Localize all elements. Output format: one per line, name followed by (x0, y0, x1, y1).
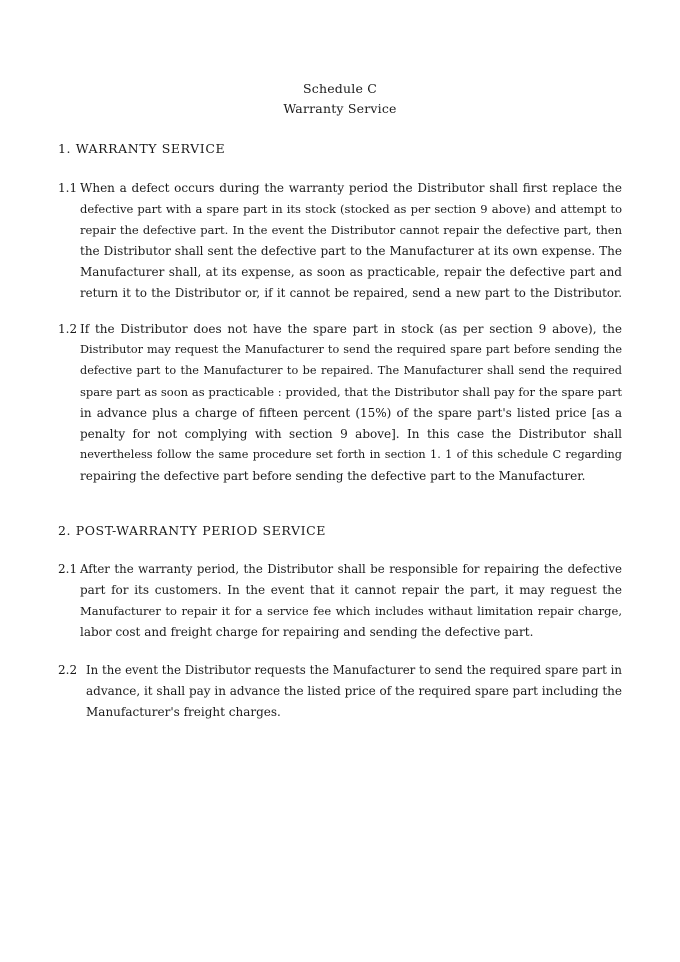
clause-line: If the Distributor does not have the spare part in stock (as per section 9 above), the (80, 322, 622, 336)
clause-line: Manufacturer to repair it for a service fee which includes withaut limitation repair charge, (80, 604, 622, 618)
clause-line: repairing the defective part before sending the defective part to the Manufacturer. (80, 469, 586, 483)
clause-line: penalty for not complying with section 9 above]. In this case the Distributor shall (80, 427, 622, 441)
clause-line: Distributor may request the Manufacturer to send the required spare part before sending the (80, 343, 622, 356)
document-title: Schedule C (303, 81, 377, 96)
section-heading-post-warranty: 2. POST-WARRANTY PERIOD SERVICE (58, 523, 327, 538)
section-heading-warranty-service: 1. WARRANTY SERVICE (58, 141, 226, 156)
clause-number: 2.2 (58, 663, 78, 677)
clause-number: 1.1 (58, 181, 78, 195)
document-subtitle: Warranty Service (283, 101, 397, 116)
clause-number: 2.1 (58, 562, 78, 576)
clause-line: defective part to the Manufacturer to be repaired. The Manufacturer shall send the required (80, 364, 622, 377)
clause-line: the Distributor shall sent the defective part to the Manufacturer at its own expense. The (80, 244, 622, 258)
clause-line: spare part as soon as practicable : provided, that the Distributor shall pay for the spare part (80, 385, 622, 399)
clause-line: Manufacturer's freight charges. (86, 705, 281, 719)
clause-line: nevertheless follow the same procedure set forth in section 1. 1 of this schedule C regarding (80, 448, 622, 461)
clause-line: in advance plus a charge of fifteen percent (15%) of the spare part's listed price [as a (80, 406, 622, 420)
clause-line: In the event the Distributor requests the Manufacturer to send the required spare part in (86, 663, 622, 677)
clause-line: Manufacturer shall, at its expense, as soon as practicable, repair the defective part and (80, 265, 622, 279)
clause-line: When a defect occurs during the warranty period the Distributor shall first replace the (80, 181, 622, 195)
clause-line: defective part with a spare part in its stock (stocked as per section 9 above) and attempt to (80, 202, 622, 216)
clause-line: After the warranty period, the Distributor shall be responsible for repairing the defective (80, 562, 622, 576)
clause-line: part for its customers. In the event that it cannot repair the part, it may reguest the (80, 583, 622, 597)
clause-line: return it to the Distributor or, if it cannot be repaired, send a new part to the Distributor. (80, 286, 622, 300)
clause-line: labor cost and freight charge for repairing and sending the defective part. (80, 625, 534, 639)
clause-line: repair the defective part. In the event the Distributor cannot repair the defective part, then (80, 223, 622, 237)
clause-number: 1.2 (58, 322, 78, 336)
clause-line: advance, it shall pay in advance the listed price of the required spare part including the (86, 684, 622, 698)
